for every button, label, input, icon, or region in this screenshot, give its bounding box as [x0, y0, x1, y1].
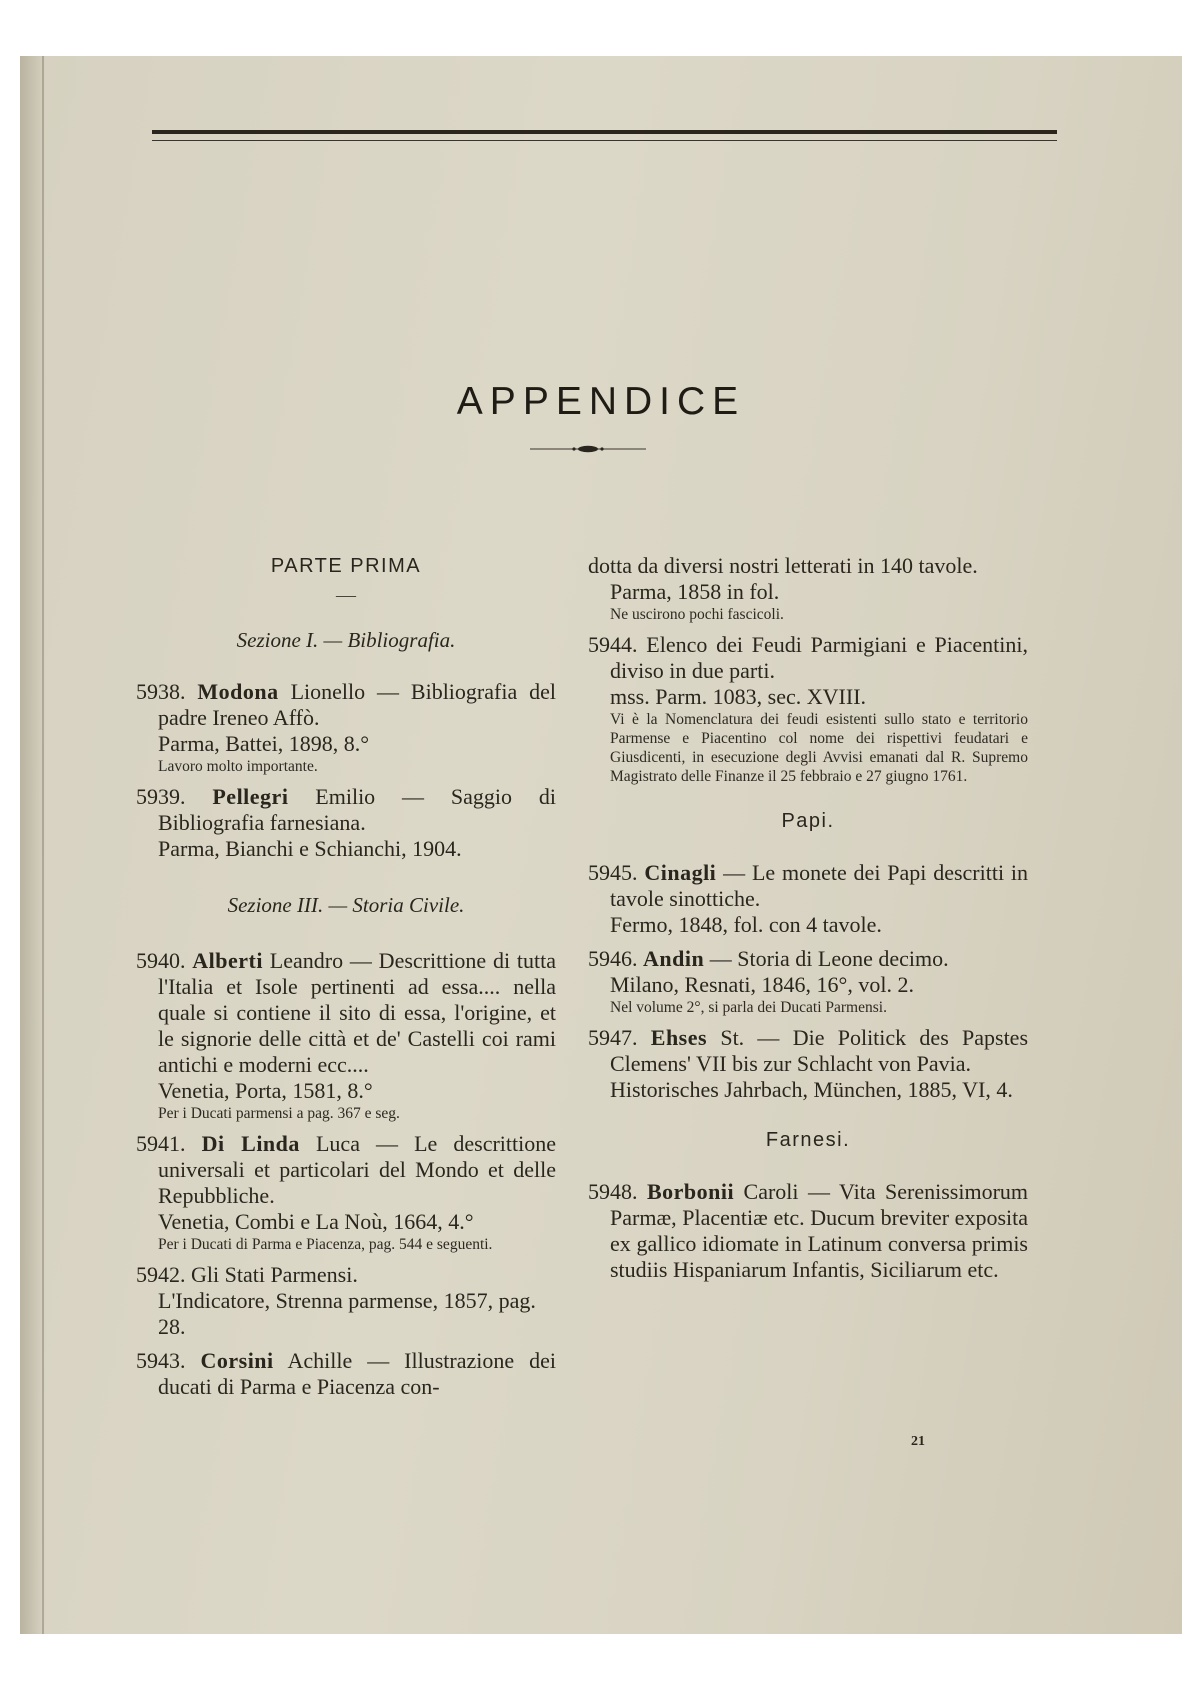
entry-author: Pellegri	[212, 784, 289, 809]
parte-heading: PARTE PRIMA	[270, 555, 422, 577]
top-rule-thin	[152, 140, 1057, 141]
entry-number: 5948.	[588, 1179, 638, 1204]
section-farnesi: Farnesi.	[765, 1129, 851, 1151]
entry-5944	[588, 632, 1028, 684]
top-rule-thick	[152, 130, 1057, 134]
entry-title: Luca — Le descrittione universali et particolari del Mondo et delle Repubbliche.	[158, 1131, 556, 1208]
entry-title: Emilio — Saggio di Bibliografia farnesiana.	[158, 784, 556, 835]
entry-author: Modona	[197, 679, 279, 704]
entry-continuation: dotta da diversi nostri letterati in 140 tavole.	[588, 553, 978, 578]
entry-publication: Venetia, Combi e La Noù, 1664, 4.°	[158, 1209, 474, 1234]
entry-5940	[136, 948, 556, 1078]
entry-5941	[136, 1131, 556, 1209]
entry-5947	[588, 1025, 1028, 1077]
entry-number: 5947.	[588, 1025, 638, 1050]
entry-title: Caroli — Vita Serenissimorum Parmæ, Placentiæ etc. Ducum breviter exposita ex gallico idiomate in Latinum conversa primis studiis Hispaniarum Infantis, Siciliarum etc.	[610, 1179, 1029, 1282]
entry-publication: Milano, Resnati, 1846, 16°, vol. 2.	[610, 972, 914, 997]
entry-publication: mss. Parm. 1083, sec. XVIII.	[610, 684, 867, 709]
entry-5943	[136, 1348, 556, 1400]
entry-5945	[588, 860, 1028, 912]
entry-title: Leandro — Descrittione di tutta l'Italia et Isole pertinenti ad essa.... nella quale si contiene il sito di essa, l'origine, et le signorie delle città et de' Castelli coi rami antichi e moderni ecc....	[158, 948, 557, 1077]
entry-number: 5941.	[136, 1131, 186, 1156]
entry-publication: Parma, Battei, 1898, 8.°	[158, 731, 370, 756]
entry-5942	[136, 1262, 556, 1288]
entry-publication: Parma, 1858 in fol.	[610, 579, 780, 604]
entry-title: — Storia di Leone decimo.	[709, 946, 949, 971]
entry-title: Achille — Illustrazione dei ducati di Parma e Piacenza con-	[158, 1348, 556, 1399]
right-column	[588, 553, 1028, 1283]
entry-number: 5946.	[588, 946, 638, 971]
book-page	[20, 56, 1182, 1634]
entry-title: Lionello — Bibliografia del padre Ireneo Affò.	[158, 679, 556, 730]
entry-publication: Historisches Jahrbach, München, 1885, VI, 4.	[610, 1077, 1013, 1102]
entry-publication: Fermo, 1848, fol. con 4 tavole.	[610, 912, 882, 937]
entry-5939	[136, 784, 556, 836]
entry-5948	[588, 1179, 1028, 1283]
entry-5938	[136, 679, 556, 731]
ornament-divider	[530, 443, 646, 455]
entry-number: 5940.	[136, 948, 186, 973]
entry-author: Alberti	[192, 948, 263, 973]
entry-author: Andin	[643, 946, 705, 971]
entry-author: Corsini	[200, 1348, 274, 1373]
entry-note: Vi è la Nomenclatura dei feudi esistenti sullo stato e territorio Parmense e Piacentino col nome dei rispettivi feudatari e Giusdicenti, in esecuzione degli Avvisi emanati dal R. Supremo Magistrato delle Finanze il 25 febbraio e 27 giugno 1761.	[610, 711, 1028, 785]
sezione-bibliografia: Sezione I. — Bibliografia.	[236, 628, 456, 652]
entry-number: 5938.	[136, 679, 186, 704]
entry-publication: L'Indicatore, Strenna parmense, 1857, pag. 28.	[158, 1288, 536, 1339]
entry-note: Per i Ducati parmensi a pag. 367 e seg.	[158, 1105, 400, 1122]
entry-number: 5939.	[136, 784, 186, 809]
entry-number: 5942.	[136, 1262, 186, 1287]
entry-number: 5944.	[588, 632, 638, 657]
entry-title: — Le monete dei Papi descritti in tavole sinottiche.	[610, 860, 1028, 911]
entry-note: Per i Ducati di Parma e Piacenza, pag. 544 e seguenti.	[158, 1236, 493, 1253]
entry-title: Elenco dei Feudi Parmigiani e Piacentini, diviso in due parti.	[610, 632, 1029, 683]
entry-publication: Parma, Bianchi e Schianchi, 1904.	[158, 836, 462, 861]
page-number: 21	[911, 1434, 925, 1449]
entry-note: Nel volume 2°, si parla dei Ducati Parmensi.	[610, 999, 887, 1016]
entry-number: 5945.	[588, 860, 638, 885]
entry-number: 5943.	[136, 1348, 186, 1373]
entry-author: Cinagli	[644, 860, 717, 885]
entry-note: Lavoro molto importante.	[158, 758, 318, 775]
entry-5946	[588, 946, 1028, 972]
page-title: APPENDICE	[456, 380, 746, 423]
entry-title: St. — Die Politick des Papstes Clemens' VII bis zur Schlacht von Pavia.	[610, 1025, 1029, 1076]
section-papi: Papi.	[781, 810, 835, 832]
entry-note: Ne uscirono pochi fascicoli.	[610, 606, 784, 623]
entry-publication: Venetia, Porta, 1581, 8.°	[158, 1078, 373, 1103]
sezione-storia-civile: Sezione III. — Storia Civile.	[227, 893, 465, 917]
heading-dash: —	[336, 584, 356, 606]
entry-author: Di Linda	[201, 1131, 300, 1156]
entry-author: Ehses	[650, 1025, 708, 1050]
entry-title: Gli Stati Parmensi.	[191, 1262, 358, 1287]
entry-author: Borbonii	[646, 1179, 735, 1204]
left-column	[136, 553, 556, 1400]
